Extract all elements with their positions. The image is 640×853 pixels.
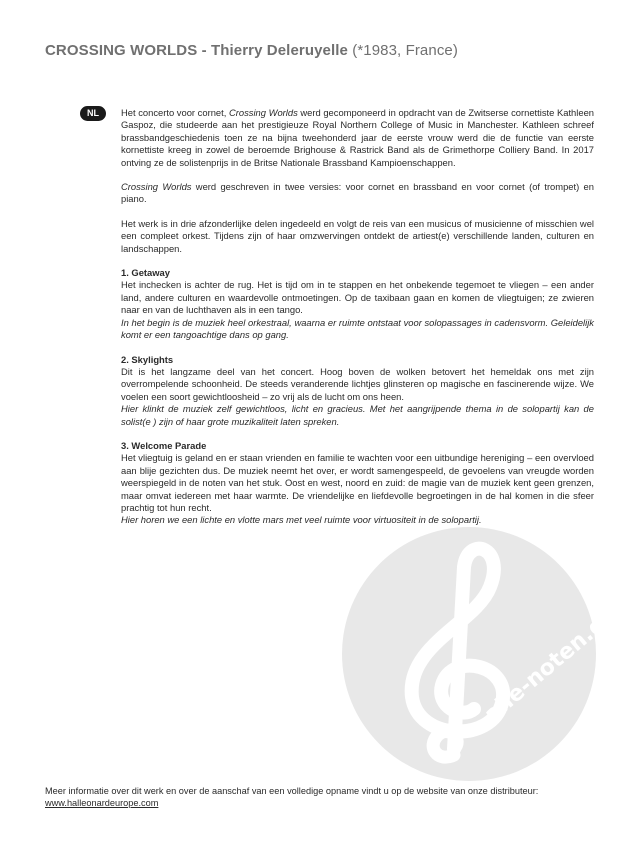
watermark-text: alle-noten.de bbox=[479, 602, 623, 728]
footer bbox=[45, 785, 538, 810]
composer-name: Thierry Deleruyelle bbox=[210, 42, 348, 59]
section-heading: 2. Skylights bbox=[121, 353, 174, 365]
work-title-italic: Crossing Worlds bbox=[121, 181, 192, 193]
section-getaway bbox=[121, 267, 594, 341]
watermark-logo bbox=[342, 527, 623, 781]
intro-paragraph-3: Het werk is in drie afzonderlijke delen ingedeeld en volgt de reis van een musicus of musicienne of misschien wel een compleet orkest. Tijdens zijn of haar omzwervingen ontdekt de artiest(e) verschillende landen, culturen en landschappen. bbox=[121, 217, 594, 254]
section-note: Hier horen we een lichte en vlotte mars met veel ruimte voor virtuositeit in de solopartij. bbox=[121, 514, 482, 526]
section-welcome-parade bbox=[121, 440, 594, 527]
section-heading: 3. Welcome Parade bbox=[121, 439, 207, 451]
treble-clef-icon bbox=[342, 527, 623, 781]
section-body: Het inchecken is achter de rug. Het is tijd om in te stappen en het onbekende tegemoet te vliegen – een ander land, andere culturen en waardevolle ontmoetingen. Op de taxibaan gaan en komen de vliegtuigen; ze zwieren naar en van de luchthaven als in een tango. bbox=[121, 279, 594, 316]
distributor-link[interactable]: www.halleonardeurope.com bbox=[45, 798, 159, 809]
page-title bbox=[45, 42, 458, 59]
intro-text: werd gecomponeerd in opdracht van de Zwitserse cornettiste Kathleen Gaspoz, die studeerde aan het prestigieuze Royal Northern College of Music in Manchester. Kathleen schreef brassbandgeschiedenis toen ze na bijna tweehonderd jaar de eerste vrouw werd die de functie van eerste kornettiste kreeg in zowel de beroemde Brighouse & Rastrick Band als de Grimethorpe Colliery Band. In 2017 ontving ze de solistenprijs in de Britse Nationale Brassband Kampioenschappen. bbox=[121, 107, 594, 168]
section-heading: 1. Getaway bbox=[121, 267, 170, 279]
section-note: Hier klinkt de muziek zelf gewichtloos, licht en gracieus. Met het aangrijpende thema in de solopartij kan de solist(e ) zijn of haar grote muzikaliteit laten spreken. bbox=[121, 403, 594, 427]
intro-paragraph-2 bbox=[121, 181, 594, 206]
intro-text: Het concerto voor cornet, bbox=[121, 107, 229, 118]
intro-text: werd geschreven in twee versies: voor cornet en brassband en voor cornet (of trompet) en piano. bbox=[121, 181, 594, 205]
work-title-italic: Crossing Worlds bbox=[228, 107, 298, 118]
section-body: Dit is het langzame deel van het concert. Hoog boven de wolken betovert het hemeldak ons met zijn overrompelende schoonheid. De steeds veranderende lichtjes glinsteren op magische en fascinerende wijze. We voelen een soort gewichtloosheid – zo vrij als de lucht om ons heen. bbox=[121, 365, 594, 402]
intro-paragraph-1 bbox=[121, 107, 594, 169]
title-separator: - bbox=[197, 42, 211, 59]
composer-info: (*1983, France) bbox=[352, 42, 458, 59]
work-title: CROSSING WORLDS bbox=[45, 42, 198, 59]
section-body: Het vliegtuig is geland en er staan vrienden en familie te wachten voor een uitbundige hereniging – een overvloed aan blije gezichten dus. De muziek neemt het over, er wordt samengespeeld, de gevoelens van vreugde worden weerspiegeld in de noten van het stuk. Oost en west, noord en zuid: de magie van de muziek kent geen grenzen, maar omvat iedereen met haar warmte. De vriendelijke en liefdevolle begroetingen in de hal komen in die sfeer prachtig tot hun recht. bbox=[121, 452, 594, 513]
footer-text: Meer informatie over dit werk en over de aanschaf van een volledige opname vindt u op de website van onze distributeur: bbox=[45, 786, 539, 796]
section-note: In het begin is de muziek heel orkestraal, waarna er ruimte ontstaat voor solopassages in cadensvorm. Geleidelijk komt er een tangoachtige dans op gang. bbox=[121, 316, 594, 341]
section-skylights bbox=[121, 354, 594, 428]
language-badge: NL bbox=[80, 106, 106, 121]
article-body bbox=[121, 107, 594, 539]
